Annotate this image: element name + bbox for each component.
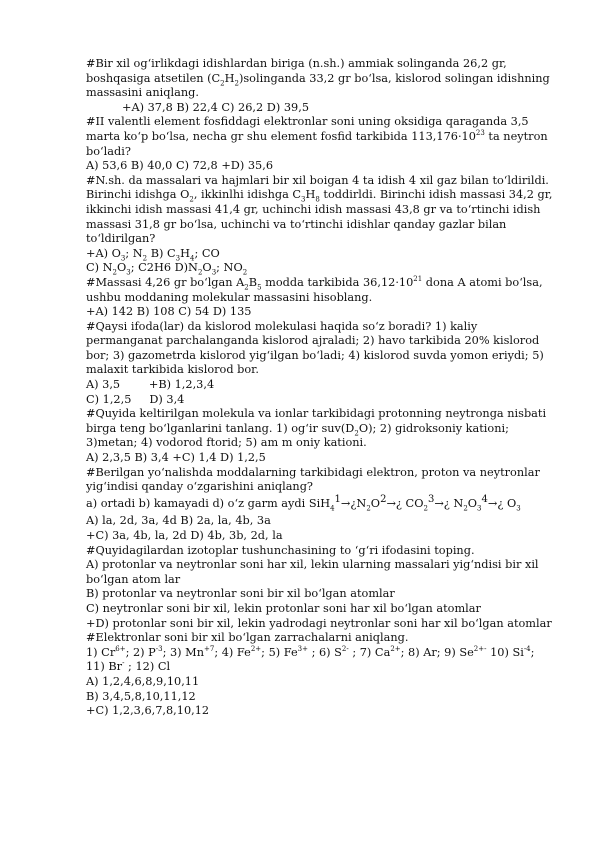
question-3-line-1: #N.sh. da massalari va hajmlari bir xil boigan 4 ta idish 4 xil gaz bilan to‘ldirildi. xyxy=(86,173,549,187)
question-3-answers-1: +A) $O_3$; $N_2$ B) $C_3H_4$; CO xyxy=(86,246,220,262)
question-8-option-a-1: A) protonlar va neytronlar soni har xil, lekin ularning massalari yig‘ndisi bir xil xyxy=(86,558,539,572)
document-body xyxy=(86,57,553,719)
question-9-line-2: 1) $Cr^{6+}$; 2) $P^{-3}$; 3) $Mn^{+7}$; 4) $Fe^{2+}$; 5) $Fe^{3+}$ ; 6) $S^{2-}$ ; 7) $Ca^{2+}$; 8) Ar; 9) $Se^{2+-}$ 10) $Si^{-4}$; xyxy=(86,644,535,659)
question-3-line-2: Birinchi idishga $O_2$, ikkinlhi idishga $C_3H_8$ toddirldi. Birinchi idish massasi 34,2 gr, xyxy=(86,188,553,204)
question-5-line-4: malaxit tarkibida kislorod bor. xyxy=(86,363,259,377)
question-1-answers: +A) 37,8 B) 22,4 C) 26,2 D) 39,5 xyxy=(122,100,310,114)
question-9-line-1: #Elektronlar soni bir xil bo‘lgan zarrachalarni aniqlang. xyxy=(86,631,409,645)
question-6-line-2: birga teng bo‘lganlarini tanlang. 1) og‘ir $suv(D_2O)$; 2) gidroksoniy kationi; xyxy=(86,421,509,438)
question-8-option-c: C) neytronlar soni bir xil, lekin protonlar soni har xil bo‘lgan atomlar xyxy=(86,601,481,615)
question-9-answer-b: B) 3,4,5,8,10,11,12 xyxy=(86,689,196,703)
question-2-answers: A) 53,6 B) 40,0 C) 72,8 +D) 35,6 xyxy=(86,159,274,173)
question-4-line-1: #Massasi 4,26 gr bo‘lgan $A_2B_5$ modda tarkibida $36,12\cdot 10^{21}$ dona A atomi bo‘lsa, xyxy=(86,275,543,292)
question-6-line-1: #Quyida keltirilgan molekula va ionlar tarkibidagi protonning neytronga nisbati xyxy=(86,407,547,421)
question-7-line-1: #Berilgan yo‘nalishda moddalarning tarkibidagi elektron, proton va neytronlar xyxy=(86,465,540,479)
question-8-line-1: #Quyidagilardan izotoplar tushunchasining to ‘g‘ri ifodasini toping. xyxy=(86,543,475,557)
question-8-option-d: +D) protonlar soni bir xil, lekin yadrodagi neytronlar soni har xil bo‘lgan atomlar xyxy=(86,616,552,630)
question-8-option-b: B) protonlar va neytronlar soni bir xil bo‘lgan atomlar xyxy=(86,587,395,601)
question-2-line-2: marta ko‘p bo‘lsa, necha gr shu element fosfid tarkibida $113,176\cdot 10^{23}$ ta neytron xyxy=(86,129,548,143)
question-6-line-3: 3)metan; 4) vodorod ftorid; 5) am m oniy kationi. xyxy=(86,436,367,450)
question-5-line-1: #Qaysi ifoda(lar) da kislorod molekulasi haqida so‘z boradi? 1) kaliy xyxy=(86,319,478,333)
question-5-line-3: bor; 3) gazometrda kislorod yig‘ilgan bo‘ladi; 4) kislorod suvda yomon eriydi; 5) xyxy=(86,348,544,362)
question-1-line-2: boshqasiga atsetilen $(C_2H_2)solinganda$ 33,2 gr bo‘lsa, kislorod solingan idishning xyxy=(86,71,550,87)
question-6-answers: A) 2,3,5 B) 3,4 +C) 1,4 D) 1,2,5 xyxy=(86,451,266,465)
question-5-answers-1: A) 3,5 +B) 1,2,3,4 xyxy=(86,378,215,392)
question-4-line-2: ushbu moddaning molekular massasini hisoblang. xyxy=(86,290,373,304)
question-4-answers: +A) 142 B) 108 C) 54 D) 135 xyxy=(86,305,252,319)
question-1-line-1: #Bir xil og‘irlikdagi idishlardan biriga (n.sh.) ammiak solinganda 26,2 gr, xyxy=(86,57,507,70)
question-7-chem-sequence: a) ortadi b) kamayadi d) o‘z garm aydi $SiH_41\to¿N_2O2\to¿$ $CO_23\to¿$ $N_2O_34\to¿$ $O_3$ xyxy=(86,493,521,513)
question-3-line-3: ikkinchi idish massasi 41,4 gr, uchinchi idish massasi 43,8 gr va to‘rtinchi idish xyxy=(86,202,541,216)
question-3-answers-2: C) $N_2O_3$; C2H6 $D)N_2O_3$; $NO_2$ xyxy=(86,261,248,277)
question-9-answer-c: +C) 1,2,3,6,7,8,10,12 xyxy=(86,704,210,718)
question-5-answers-2: C) 1,2,5 D) 3,4 xyxy=(86,392,185,406)
question-3-line-5: to‘ldirilgan? xyxy=(86,232,156,246)
question-2-line-1: #II valentli element fosfiddagi elektronlar soni uning oksidiga qaraganda 3,5 xyxy=(86,115,529,129)
question-8-option-a-2: bo‘lgan atom lar xyxy=(86,572,181,586)
question-9-answer-a: A) 1,2,4,6,8,9,10,11 xyxy=(86,674,200,688)
question-9-line-3: 11) Br- ; 12) Cl xyxy=(86,659,171,674)
question-3-line-4: massasi 31,8 gr bo‘lsa, uchinchi va to‘rtinchi idishlar qanday gazlar bilan xyxy=(86,217,507,231)
question-7-answers-2: +C) 3a, 4b, la, 2d D) 4b, 3b, 2d, la xyxy=(86,529,283,542)
question-1-line-3: massasini aniqlang. xyxy=(86,86,199,100)
question-5-line-2: permanganat parchalanganda kislorod ajraladi; 2) havo tarkibida 20% kislorod xyxy=(86,334,540,348)
question-7-line-2: yig‘indisi qanday o‘zgarishini aniqlang? xyxy=(86,480,313,494)
question-7-answers-1: A) la, 2d, 3a, 4d B) 2a, la, 4b, 3a xyxy=(86,514,271,528)
question-2-line-3: bo‘ladi? xyxy=(86,144,131,158)
